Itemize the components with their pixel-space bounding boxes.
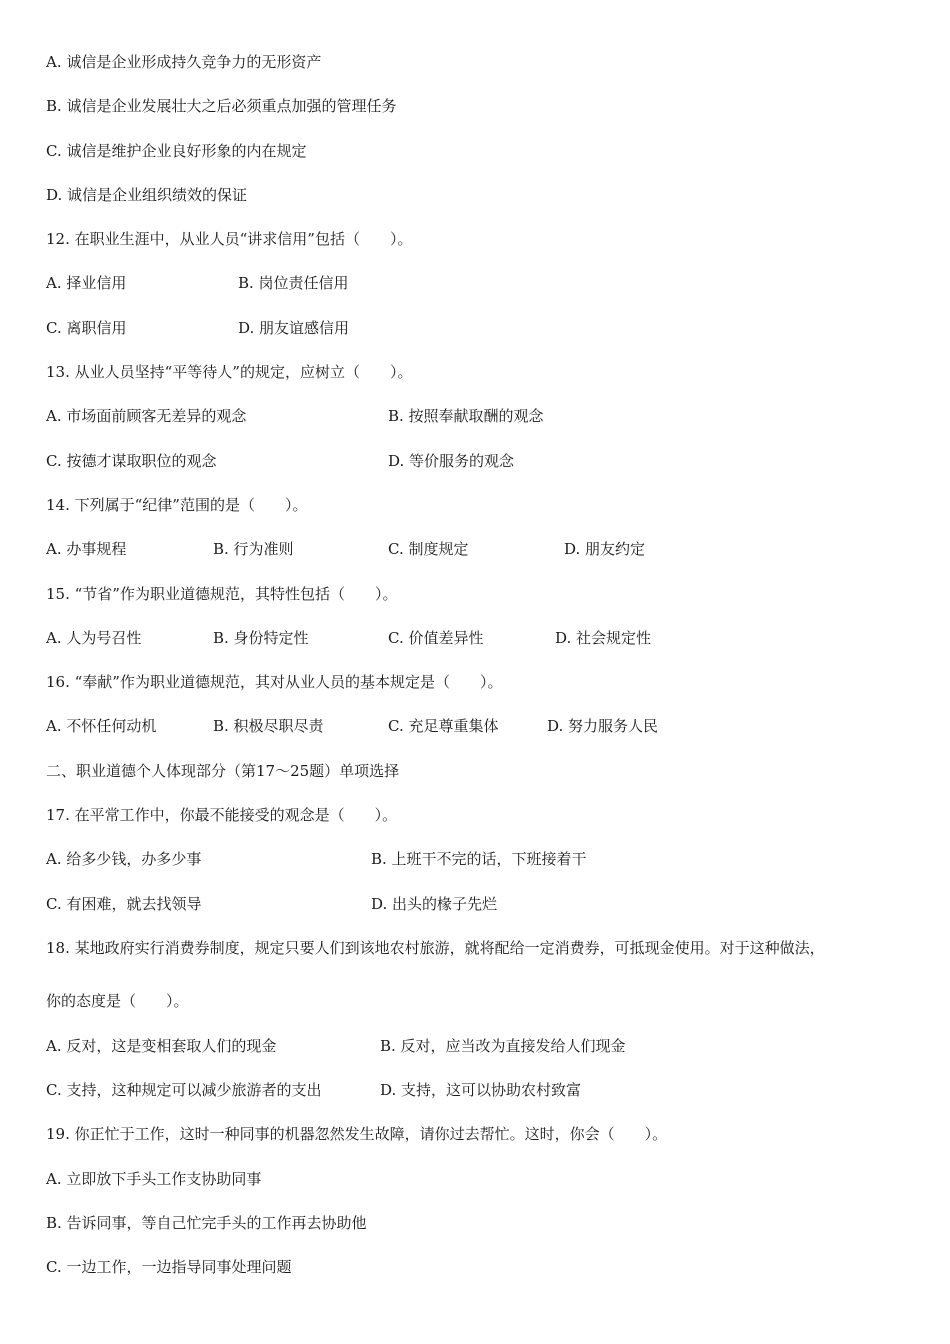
q12-option-d: D. 朋友谊感信用 bbox=[238, 319, 350, 337]
q16-option-c: C. 充足尊重集体 bbox=[388, 717, 499, 735]
q14-option-a: A. 办事规程 bbox=[46, 540, 127, 558]
q13-option-b: B. 按照奉献取酬的观念 bbox=[388, 407, 544, 425]
q19-option-a: A. 立即放下手头工作支协助同事 bbox=[46, 1170, 262, 1188]
q16-option-a: A. 不怀任何动机 bbox=[46, 717, 157, 735]
q12-option-b: B. 岗位责任信用 bbox=[238, 274, 349, 292]
section-heading: 二、职业道德个人体现部分（第17～25题）单项选择 bbox=[46, 762, 400, 780]
q14-stem: 14. 下列属于“纪律”范围的是（ ）。 bbox=[46, 496, 308, 514]
q15-option-c: C. 价值差异性 bbox=[388, 629, 484, 647]
q16-option-b: B. 积极尽职尽责 bbox=[213, 717, 324, 735]
q18-stem-line2: 你的态度是（ ）。 bbox=[46, 992, 189, 1010]
q15-stem: 15. “节省”作为职业道德规范，其特性包括（ ）。 bbox=[46, 585, 398, 603]
q18-option-d: D. 支持，这可以协助农村致富 bbox=[380, 1081, 582, 1099]
q15-option-d: D. 社会规定性 bbox=[555, 629, 652, 647]
q16-stem: 16. “奉献”作为职业道德规范，其对从业人员的基本规定是（ ）。 bbox=[46, 673, 503, 691]
q19-stem: 19. 你正忙于工作，这时一种同事的机器忽然发生故障，请你过去帮忙。这时，你会（ ）。 bbox=[46, 1125, 668, 1143]
q17-option-a: A. 给多少钱，办多少事 bbox=[46, 850, 202, 868]
q11-option-d: D. 诚信是企业组织绩效的保证 bbox=[46, 186, 248, 204]
q17-option-d: D. 出头的椽子先烂 bbox=[371, 895, 498, 913]
q15-option-b: B. 身份特定性 bbox=[213, 629, 309, 647]
q14-option-c: C. 制度规定 bbox=[388, 540, 469, 558]
q15-option-a: A. 人为号召性 bbox=[46, 629, 142, 647]
q18-option-c: C. 支持，这种规定可以减少旅游者的支出 bbox=[46, 1081, 322, 1099]
q17-option-c: C. 有困难，就去找领导 bbox=[46, 895, 202, 913]
q14-option-d: D. 朋友约定 bbox=[564, 540, 646, 558]
q18-option-b: B. 反对，应当改为直接发给人们现金 bbox=[380, 1037, 626, 1055]
q11-option-c: C. 诚信是维护企业良好形象的内在规定 bbox=[46, 142, 307, 160]
q13-option-d: D. 等价服务的观念 bbox=[388, 452, 515, 470]
q13-option-a: A. 市场面前顾客无差异的观念 bbox=[46, 407, 247, 425]
q13-option-c: C. 按德才谋取职位的观念 bbox=[46, 452, 217, 470]
q16-option-d: D. 努力服务人民 bbox=[547, 717, 659, 735]
q11-option-a: A. 诚信是企业形成持久竞争力的无形资产 bbox=[46, 53, 322, 71]
q13-stem: 13. 从业人员坚持“平等待人”的规定，应树立（ ）。 bbox=[46, 363, 413, 381]
q17-stem: 17. 在平常工作中，你最不能接受的观念是（ ）。 bbox=[46, 806, 398, 824]
q11-option-b: B. 诚信是企业发展壮大之后必须重点加强的管理任务 bbox=[46, 97, 397, 115]
q12-stem: 12. 在职业生涯中，从业人员“讲求信用”包括（ ）。 bbox=[46, 230, 413, 248]
q14-option-b: B. 行为准则 bbox=[213, 540, 294, 558]
q19-option-c: C. 一边工作，一边指导同事处理问题 bbox=[46, 1258, 292, 1276]
q12-option-c: C. 离职信用 bbox=[46, 319, 127, 337]
q18-option-a: A. 反对，这是变相套取人们的现金 bbox=[46, 1037, 277, 1055]
q18-stem-line1: 18. 某地政府实行消费券制度，规定只要人们到该地农村旅游，就将配给一定消费券，可抵现金使用。对于这种做法， bbox=[46, 939, 825, 957]
q12-option-a: A. 择业信用 bbox=[46, 274, 127, 292]
q17-option-b: B. 上班干不完的话，下班接着干 bbox=[371, 850, 587, 868]
q19-option-b: B. 告诉同事，等自己忙完手头的工作再去协助他 bbox=[46, 1214, 367, 1232]
